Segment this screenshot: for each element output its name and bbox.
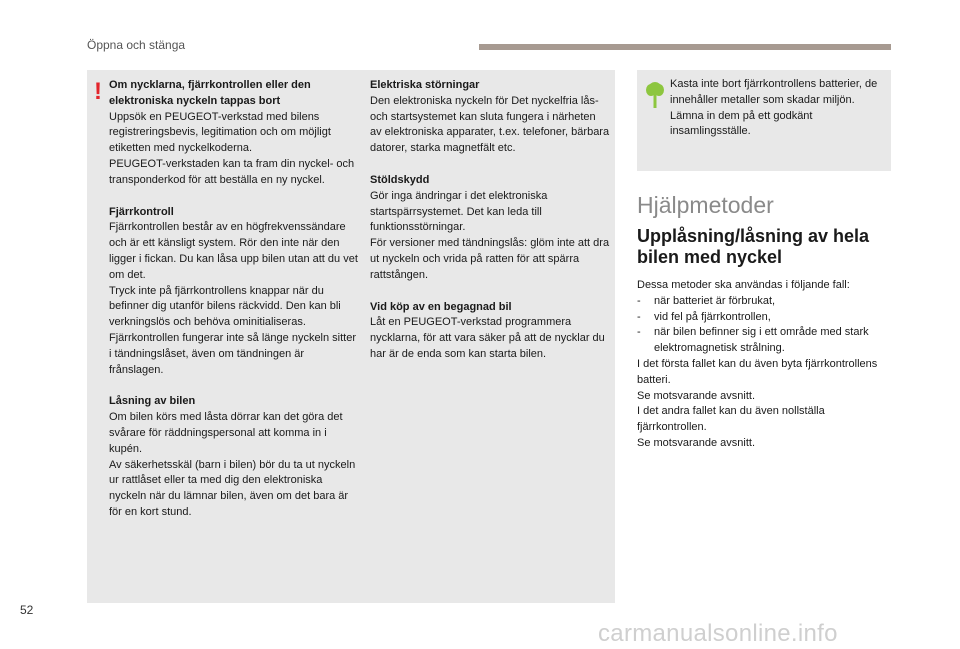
block-title: Fjärrkontroll xyxy=(109,205,174,218)
section-title: Hjälpmetoder xyxy=(637,192,774,218)
warning-block xyxy=(109,205,359,379)
environment-text: Kasta inte bort fjärrkontrollens batterier, de innehåller metaller som skadar miljön. Lämna in dem på ett godkänt insamlingsställe. xyxy=(670,78,878,138)
block-text: Låt en PEUGEOT-verkstad programmera nycklarna, för att vara säker på att de nycklar du har är de enda som kan starta bilen. xyxy=(370,316,605,360)
warning-block xyxy=(370,78,610,157)
subsection-title: Upplåsning/låsning av hela bilen med nyckel xyxy=(637,226,870,267)
warning-block xyxy=(370,173,610,284)
list-item: - när batteriet är förbrukat, xyxy=(637,294,897,310)
intro-text: Dessa metoder ska användas i följande fall: xyxy=(637,279,850,291)
tail-text: I det första fallet kan du även byta fjärrkontrollens batteri. Se motsvarande avsnitt. I det andra fallet kan du även nollställa fjärrkontrollen. Se motsvarande avsnitt. xyxy=(637,357,878,449)
block-title: Låsning av bilen xyxy=(109,395,196,408)
block-text: Om bilen körs med låsta dörrar kan det göra det svårare för räddningspersonal att komma in i kupén. Av säkerhetsskäl (barn i bilen) bör du ta ut nyckeln ur rattlåset eller ta med dig den elektroniska nyckeln när du lämnar bilen, även om det bara är för en kort stund. xyxy=(109,411,356,518)
block-text: Uppsök en PEUGEOT-verkstad med bilens registreringsbevis, legitimation och om möjligt etiketten med nyckelkoderna. PEUGEOT-verkstaden kan ta fram din nyckel- och transponderkod för att beställa en ny nyckel. xyxy=(109,110,355,186)
condition-list xyxy=(637,294,897,357)
section-body xyxy=(637,278,897,452)
list-item: - vid fel på fjärrkontrollen, xyxy=(637,310,897,326)
warning-block xyxy=(109,394,359,520)
block-title: Om nycklarna, fjärrkontrollen eller den elektroniska nyckeln tappas bort xyxy=(109,79,311,107)
watermark: carmanualsonline.info xyxy=(598,620,838,647)
block-text: Den elektroniska nyckeln för Det nyckelfria lås- och startsystemet kan sluta fungera i närheten av elektroniska apparater, t.ex. telefoner, bärbara datorer, starka magnetfält etc. xyxy=(370,94,610,155)
warning-column-2 xyxy=(370,78,610,379)
page-section-title: Öppna och stänga xyxy=(87,38,186,52)
block-title: Vid köp av en begagnad bil xyxy=(370,300,512,313)
exclamation-icon: ! xyxy=(94,78,102,105)
block-text: Gör inga ändringar i det elektroniska startspärrsystemet. Det kan leda till funktionsstörningar. För versioner med tändningslås: glöm inte att dra ut nyckeln och vrida på ratten för att spärra rattstången. xyxy=(370,189,610,281)
warning-column-1 xyxy=(109,78,359,537)
block-text: Fjärrkontrollen består av en högfrekvenssändare och är ett känsligt system. Rör den inte när den ligger i fickan. Du kan låsa upp bilen utan att du vet om det. Tryck inte på fjärrkontrollens knappar när du befinner dig utanför bilens räckvidd. Den kan bli verkningslös och behöva ominitialiseras. Fjärrkontrollen fungerar inte så länge nyckeln sitter i tändningslåset, även om tändningen är frånslagen. xyxy=(109,221,358,376)
page-number: 52 xyxy=(20,603,34,617)
block-title: Elektriska störningar xyxy=(370,79,480,91)
header-bar xyxy=(479,44,891,50)
warning-block xyxy=(109,78,359,189)
warning-block xyxy=(370,300,610,363)
environment-icon xyxy=(646,82,664,108)
list-item: - när bilen befinner sig i ett område med stark elektromagnetisk strålning. xyxy=(637,325,897,357)
block-title: Stöldskydd xyxy=(370,173,430,186)
